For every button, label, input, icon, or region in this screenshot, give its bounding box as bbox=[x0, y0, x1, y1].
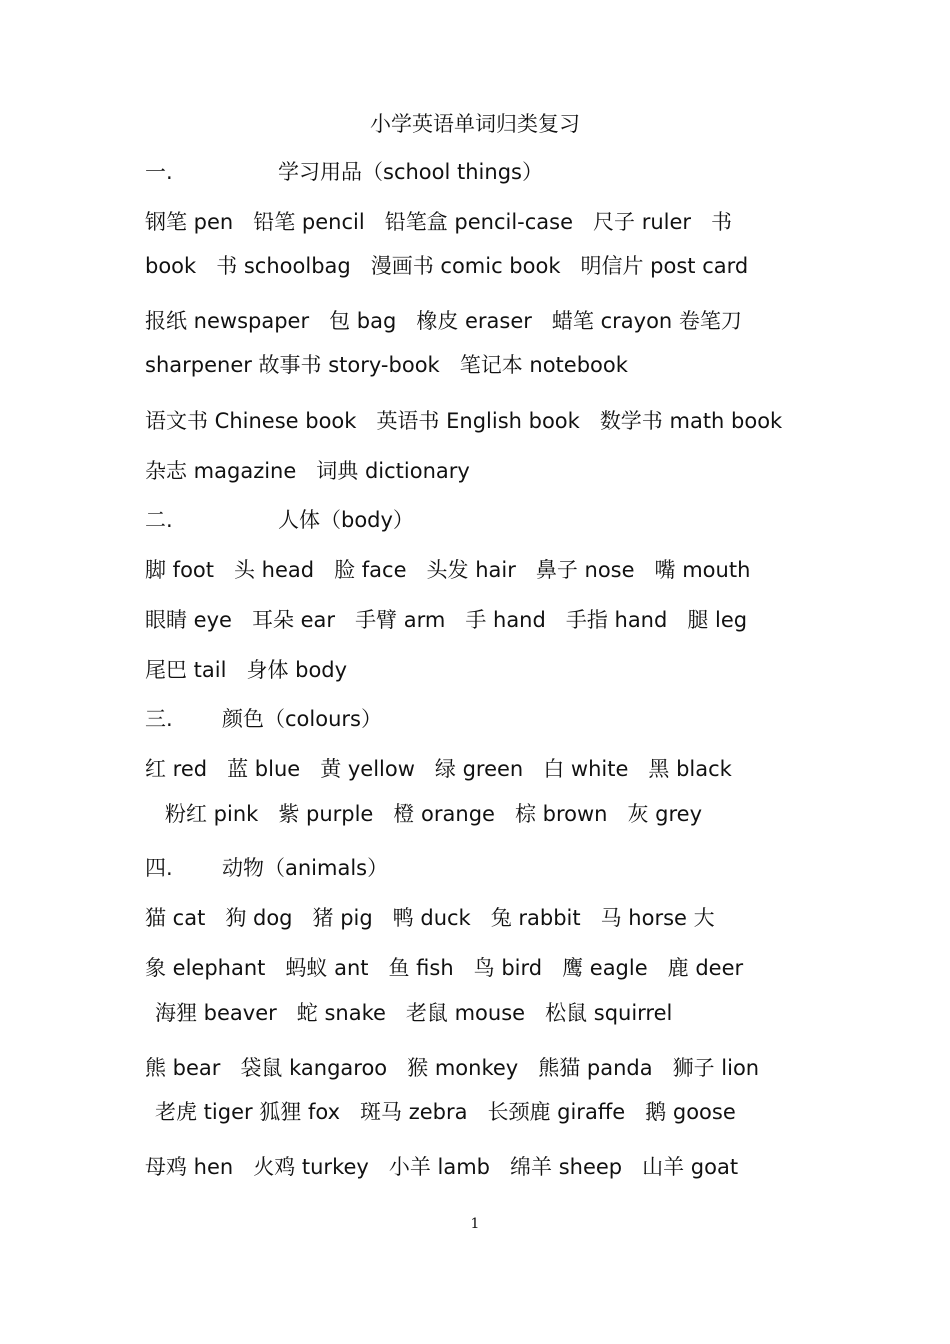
vocab-line bbox=[145, 456, 810, 486]
vocab-word: 猫 cat bbox=[145, 906, 206, 930]
vocab-word: 蓝 blue bbox=[227, 757, 301, 781]
vocab-word: 兔 rabbit bbox=[490, 906, 581, 930]
vocab-word: 明信片 post card bbox=[580, 254, 749, 278]
section-heading-body bbox=[145, 505, 810, 535]
vocab-word: 鹅 goose bbox=[645, 1100, 736, 1124]
section-title: 动物（animals） bbox=[222, 856, 389, 880]
vocab-word: 蛇 snake bbox=[296, 1001, 386, 1025]
vocab-word: 鱼 fish bbox=[388, 956, 454, 980]
vocab-word: 老虎 tiger 狐狸 fox bbox=[155, 1100, 341, 1124]
vocab-word: 鹿 deer bbox=[667, 956, 744, 980]
vocab-word: 黄 yellow bbox=[320, 757, 415, 781]
vocab-word: 海狸 beaver bbox=[155, 1001, 277, 1025]
vocab-line bbox=[145, 953, 810, 983]
page-title: 小学英语单词归类复习 bbox=[370, 112, 580, 136]
vocab-word: 猴 monkey bbox=[407, 1056, 519, 1080]
vocab-word: 袋鼠 kangaroo bbox=[240, 1056, 388, 1080]
vocab-word: 铅笔 pencil bbox=[253, 210, 365, 234]
vocab-word: 白 white bbox=[543, 757, 629, 781]
vocab-word: 鼻子 nose bbox=[535, 558, 635, 582]
section-number: 二. bbox=[145, 508, 173, 532]
section-title: 颜色（colours） bbox=[222, 707, 382, 731]
vocab-line bbox=[145, 207, 810, 237]
vocab-line bbox=[145, 251, 810, 281]
vocab-word: 身体 body bbox=[246, 658, 348, 682]
vocab-word: 书 bbox=[711, 210, 733, 234]
vocab-word: 蚂蚁 ant bbox=[285, 956, 369, 980]
vocab-word: 漫画书 comic book bbox=[370, 254, 561, 278]
vocab-word: 猪 pig bbox=[312, 906, 373, 930]
vocab-word: 包 bag bbox=[329, 309, 397, 333]
section-heading-colours bbox=[145, 704, 810, 734]
vocab-word: 报纸 newspaper bbox=[145, 309, 310, 333]
vocab-word: 粉红 pink bbox=[165, 802, 259, 826]
vocab-word: 词典 dictionary bbox=[316, 459, 470, 483]
vocab-word: 老鼠 mouse bbox=[405, 1001, 526, 1025]
vocab-word: 狗 dog bbox=[225, 906, 293, 930]
vocab-word: 小羊 lamb bbox=[388, 1155, 491, 1179]
vocab-word: 山羊 goat bbox=[642, 1155, 739, 1179]
vocab-word: 母鸡 hen bbox=[145, 1155, 234, 1179]
vocab-word: 尾巴 tail bbox=[145, 658, 227, 682]
vocab-line bbox=[145, 655, 810, 685]
vocab-line bbox=[155, 998, 820, 1028]
vocab-word: 紫 purple bbox=[278, 802, 374, 826]
vocab-word: book bbox=[145, 254, 197, 278]
vocab-word: 语文书 Chinese book bbox=[145, 409, 357, 433]
vocab-word: 英语书 English book bbox=[376, 409, 580, 433]
section-heading-animals bbox=[145, 853, 810, 883]
vocab-line bbox=[145, 605, 810, 635]
vocab-word: 头 head bbox=[234, 558, 315, 582]
vocab-word: 耳朵 ear bbox=[251, 608, 336, 632]
vocab-word: 脚 foot bbox=[145, 558, 214, 582]
vocab-line bbox=[145, 903, 810, 933]
section-number: 四. bbox=[145, 856, 173, 880]
vocab-line bbox=[145, 306, 810, 336]
vocab-word: 尺子 ruler bbox=[593, 210, 692, 234]
vocab-word: 棕 brown bbox=[514, 802, 608, 826]
section-title: 人体（body） bbox=[278, 508, 414, 532]
vocab-word: 象 elephant bbox=[145, 956, 266, 980]
vocab-word: 钢笔 pen bbox=[145, 210, 234, 234]
vocab-word: 狮子 lion bbox=[672, 1056, 760, 1080]
vocab-word: 笔记本 notebook bbox=[459, 353, 628, 377]
vocab-word: 手臂 arm bbox=[355, 608, 446, 632]
vocab-word: 灰 grey bbox=[627, 802, 702, 826]
vocab-word: 杂志 magazine bbox=[145, 459, 297, 483]
vocab-line bbox=[145, 350, 810, 380]
vocab-word: 手指 hand bbox=[565, 608, 668, 632]
vocab-word: 数学书 math book bbox=[599, 409, 783, 433]
page-number: 1 bbox=[470, 1216, 480, 1232]
vocab-word: 嘴 mouth bbox=[654, 558, 751, 582]
vocab-word: 眼睛 eye bbox=[145, 608, 232, 632]
vocab-word: 绵羊 sheep bbox=[510, 1155, 623, 1179]
vocab-line bbox=[145, 1053, 810, 1083]
vocab-word: 脸 face bbox=[334, 558, 407, 582]
vocab-word: 熊猫 panda bbox=[538, 1056, 653, 1080]
vocab-line bbox=[155, 1097, 820, 1127]
vocab-word: 铅笔盒 pencil-case bbox=[384, 210, 574, 234]
vocab-line bbox=[145, 1152, 810, 1182]
vocab-word: 腿 leg bbox=[687, 608, 748, 632]
vocab-word: 长颈鹿 giraffe bbox=[487, 1100, 626, 1124]
vocab-word: 马 horse 大 bbox=[600, 906, 715, 930]
section-heading-school-things bbox=[145, 157, 810, 187]
vocab-word: 绿 green bbox=[434, 757, 524, 781]
vocab-line bbox=[145, 754, 810, 784]
vocab-word: 斑马 zebra bbox=[360, 1100, 468, 1124]
vocab-word: 红 red bbox=[145, 757, 208, 781]
vocab-word: 蜡笔 crayon 卷笔刀 bbox=[551, 309, 742, 333]
vocab-word: 头发 hair bbox=[426, 558, 516, 582]
vocab-word: 橙 orange bbox=[393, 802, 495, 826]
vocab-word: 鹰 eagle bbox=[562, 956, 648, 980]
vocab-line bbox=[145, 406, 810, 436]
vocab-word: 松鼠 squirrel bbox=[545, 1001, 673, 1025]
vocab-word: 鸭 duck bbox=[392, 906, 471, 930]
vocab-word: 书 schoolbag bbox=[216, 254, 351, 278]
section-number: 三. bbox=[145, 707, 173, 731]
vocab-word: 黑 black bbox=[648, 757, 732, 781]
vocab-line bbox=[165, 799, 830, 829]
vocab-word: 手 hand bbox=[465, 608, 546, 632]
section-number: 一. bbox=[145, 160, 173, 184]
vocab-line bbox=[145, 555, 810, 585]
vocab-word: 熊 bear bbox=[145, 1056, 221, 1080]
vocab-word: sharpener 故事书 story-book bbox=[145, 353, 440, 377]
vocab-word: 鸟 bird bbox=[473, 956, 543, 980]
vocab-word: 火鸡 turkey bbox=[253, 1155, 369, 1179]
vocab-word: 橡皮 eraser bbox=[416, 309, 532, 333]
section-title: 学习用品（school things） bbox=[278, 160, 543, 184]
